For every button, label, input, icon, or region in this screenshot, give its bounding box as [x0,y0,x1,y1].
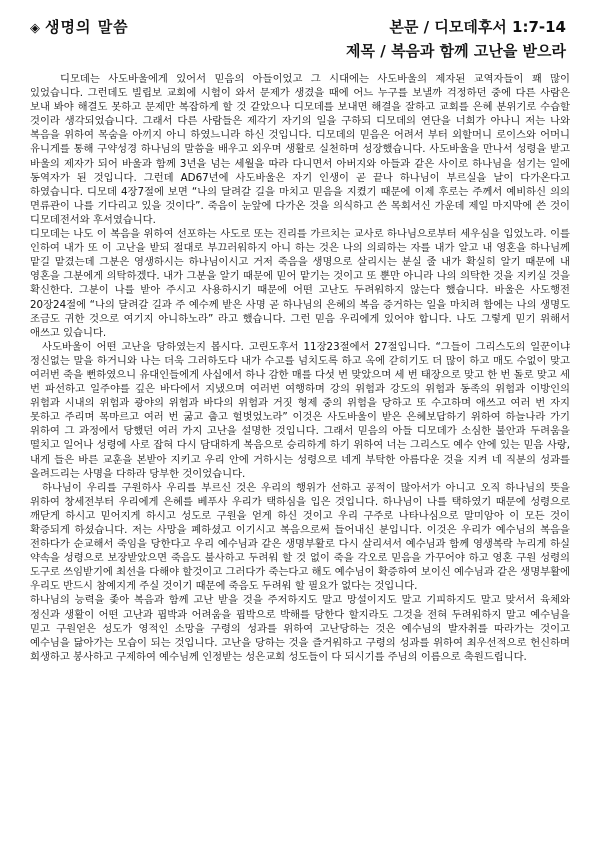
scripture-reference: 본문 / 디모데후서 1:7-14 [389,18,566,36]
scripture-label: 본문 [389,18,419,36]
body-paragraph-4: 하나님이 우리를 구원하사 우리를 부르신 것은 우리의 행위가 선하고 공적이 많아서가 아니고 오직 하나님의 뜻을 위하여 창세전부터 우리에게 은혜를 베푸사 우리가 택하심을 입은 것입니다. 하나님이 나를 택하였기 때문에 성령으로 깨닫게 하시고 믿어지게 하시고 성도로 구원을 얻게 하신 것이고 우리 구주로 나타나심으로 말미암아 이 모든 것이 확증되게 하셨습니다. 저는 사망을 폐하셨고 이기시고 복음으로써 들어내신 분입니다. 이것은 우리가 예수님의 복음을 전하다가 순교해서 죽임을 당한다고 우리 예수님과 같은 생명부활로 다시 살리셔서 예수님과 함께 영생복락 누리게 하실 약속을 성령으로 보장받았으면 죽음도 불사하고 두려워 할 것 없이 죽을 각오로 믿음을 가꾸어야 하고 영혼 구원 성령의 도구로 쓰임받기에 최선을 다해야 할것이고 그러다가 죽는다고 해도 예수님이 확증하여 보이신 예수님과 같은 생명부활에 우리도 반드시 참예지게 주실 것이기 때문에 죽음도 두려워 할 필요가 없다는 것입니다. [30,481,570,593]
subject-row [30,40,570,66]
sermon-body [30,72,570,664]
diamond-bullet-icon: ◈ [30,21,41,36]
body-paragraph-3: 사도바울이 어떤 고난을 당하였는지 봅시다. 고린도후서 11장23절에서 27절입니다. “그들이 그리스도의 일꾼이냐 정신없는 말을 하거니와 나는 더욱 그러하도다 내가 수고를 넘치도록 하고 옥에 갇히기도 더 많이 하고 매도 수없이 맞고 여러번 죽을 뻔하였으니 유대인들에게 사십에서 하나 감한 매를 다섯 번 맞았으며 세 번 태장으로 맞고 한 번 돌로 맞고 세 번 파선하고 일주야를 깊은 바다에서 지냈으며 여러번 여행하며 강의 위험과 강도의 위험과 동족의 위험과 이방인의 위험과 시내의 위험과 광야의 위험과 바다의 위험과 거짓 형제 중의 위험을 당하고 또 수고하며 애쓰고 여러 번 자지 못하고 주리며 목마르고 여러 번 굶고 춥고 헐벗었노라” 이것은 사도바울이 받은 은혜보답하기 위하여 하늘나라 가기 위하여 그 과정에서 당했던 여러 가지 고난을 설명한 것입니다. 그래서 믿음의 아들 디모데가 소심한 불안과 두려움을 떨치고 일어나 성령에 사로 잡혀 다시 담대하게 복음으로 승리하게 하기 위하여 너는 그리스도 예수 안에 있는 믿음 사랑, 내게 들은 바른 교훈을 본받아 지키고 우리 안에 거하시는 성령으로 네게 부탁한 아름다운 것을 지켜 네 직분의 성과를 올려드리는 사명을 다하라 당부한 것이었습니다. [30,340,570,480]
scripture-ref: 디모데후서 1:7-14 [434,18,566,36]
body-paragraph-1: 디모데는 사도바울에게 있어서 믿음의 아들이었고 그 시대에는 사도바울의 제자된 교역자들이 꽤 많이 있었습니다. 그런데도 빌립보 교회에 시험이 와서 문제가 생겼을 때에 어느 누구를 보낼까 걱정하던 중에 다른 사람은 보내 봐야 해결도 못하고 문제만 복잡하게 할 것 같았으나 디모데를 보내면 해결을 잘하고 교회를 은혜 분위기로 수습할 것이라 생각되었습니다. 그래서 다른 사람들은 제각기 자기의 일을 구하되 디모데의 연단을 너희가 아나니 저는 나와 복음을 위하여 목숨을 아끼지 아니 하였느니라 하신 것입니다. 디모데의 믿음은 어려서 부터 외할머니 로이스와 어머니 유니게를 통해 구약성경 하나님의 말씀을 배우고 외우며 생활로 실천하며 성장했습니다. 사도바울을 만나서 성령을 받고 바울의 제자가 되어 바울과 함께 3년을 넘는 세월을 따라 다니면서 아버지와 아들과 같은 사이로 하나님을 섬기는 일에 동역자가 된 것입니다. 그런데 AD67년에 사도바울은 자기 인생이 곧 끝나 하나님이 부르실을 날이 다가온다고 하였습니다. 디모데 4장7절에 보면 “나의 달려갈 길을 마치고 믿음을 지켰기 때문에 이제 후로는 주께서 예비하신 의의 면류관이 나를 기다리고 있을 것이다”. 죽음이 눈앞에 다가온 것을 의식하고 쓴 목회서신 가운데 제일 마지막에 쓴 것이 디모데전서와 후서였습니다. [30,73,570,226]
sermon-subject: 제목 / 복음과 함께 고난을 받으라 [346,42,566,60]
header-row [30,14,570,40]
subject-label: 제목 [346,42,375,60]
section-title-text: 생명의 말씀 [45,18,129,36]
body-paragraph-2: 디모데는 나도 이 복음을 위하여 선포하는 사도로 또는 진리를 가르치는 교사로 하나님으로부터 세우심을 입었노라. 이를 인하여 내가 또 이 고난을 받되 절대로 부끄러워하지 아니 하는 것은 나의 의뢰하는 자를 내가 알고 내 영혼을 하나님께 맡길 맡겼는데 그분은 영생하시는 하나님이시고 거저 죽음을 생명으로 살리시는 분실 줄 내가 확실히 알기 때문에 내 영혼을 그분에게 의탁하겠다. 내가 그분을 알기 때문에 믿어 맡기는 것이고 또 뿐만 아니라 나의 의탁한 것을 지키실 것을 확신한다. 그분이 나를 받아 주시고 사용하시기 때문에 어떤 고난도 두려워하지 않는다 했습니다. 바울은 사도행전 20장24절에 “나의 달려갈 길과 주 예수께 받은 사명 곧 하나님의 은혜의 복음 증거하는 일을 마치려 함에는 나의 생명도 조금도 귀한 것으로 여기지 아니하노라” 라고 했습니다. 그런 믿음 우리에게 있어야 합니다. 나도 그렇게 믿기 위해서 애쓰고 있습니다. [30,228,570,339]
body-paragraph-5: 하나님의 능력을 좇아 복음과 함께 고난 받을 것을 주저하지도 말고 망설이지도 말고 기피하지도 말고 맞서서 육체와 정신과 생활이 어떤 고난과 핍박과 어려움을 핍박으로 박해를 당한다 할지라도 그것을 전혀 두려워하지 말고 예수님을 믿고 구원얻은 성도가 영적인 소망을 구령의 성과를 위하여 고난당하는 것은 예수님의 발자취를 따라가는 것이고 예수님을 닮아가는 모습이 되는 것입니다. 고난을 당하는 것을 즐거워하고 구령의 성과를 위하여 최우선적으로 헌신하며 희생하고 봉사하고 구제하여 예수님께 인정받는 성은교회 성도들이 다 되시기를 주님의 이름으로 축원드립니다. [30,594,570,663]
subject-text: 복음과 함께 고난을 받으라 [390,42,566,60]
section-title [30,16,129,37]
